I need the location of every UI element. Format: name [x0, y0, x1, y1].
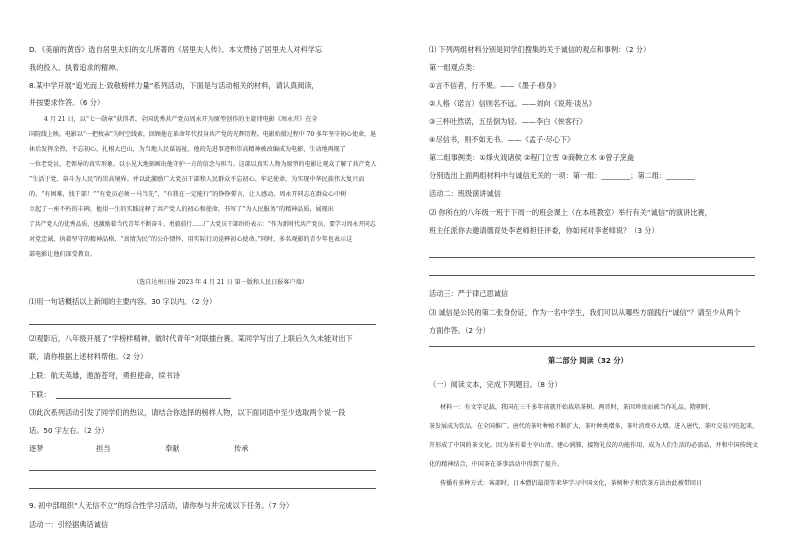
activity-2: 活动二：班级演讲诚信	[429, 189, 501, 198]
material-line: 茶发展成为饮品，在全国推广。唐代的茶叶种植不断扩大，茶叶种类增多，茶叶消费亦大增。进入唐代，茶叶交易兴旺起来，	[429, 423, 759, 430]
news-line: 的。“有困难，找干部！”“有党员必须一马当先”，“有我在一定能行”的铮铮誓言，让人感动。周永开同志在群众心中树	[29, 191, 347, 198]
fill-blank-line: 分别选出上面两组材料中与诚信无关的一项：第一组：________；第二组：________	[429, 171, 695, 180]
material-line: 材料一：有文字记载，我国在三千多年前就开始栽培茶树。两晋时，茶因珍贵而被当作礼品。隋朝时，	[440, 404, 715, 411]
q1-stem: ⑴ 下列两组材料分别是同学们搜集的关于诚信的观点和事例：（2 分）	[429, 45, 651, 54]
q8-1: ⑴用一句话概括以上新闻的主要内容。30 字以内。（2 分）	[29, 297, 217, 306]
q8-2-line2: 联，请你根据上述材料帮他。（2 分）	[29, 352, 148, 361]
reading-title: （一）阅读文本，完成下列题目。（8 分）	[429, 380, 562, 389]
q8-3-line1: ⑶此次系列活动引发了同学们的热议，请结合你选择的榜样人物，以下面词语中至少选取两个说一段	[29, 408, 346, 417]
material-line: 传播有多种方式：客部时，日本僧侣最澄等来华学习中国文化，茶树种子和饮茶方法由此被带回日	[440, 480, 703, 487]
option-d-line1: D．《美丽的黄昏》选自居里夫妇的女儿所著的《居里夫人传》。本文赞扬了居里夫人对科学忘	[29, 45, 323, 54]
news-line: 了共产党人的优秀品质，也激励着当代青年不断奋斗、勇毅前行……广大党员干部纷纷表示：“作为新时代共产党员，要学习周永开同志	[29, 221, 376, 228]
answer-line	[429, 275, 755, 276]
q3-line1: ⑶ 诚信是公民的第二张身份证，作为一名中学生，我们可以从哪些方面践行“诚信”？请至少从两个	[429, 308, 741, 317]
answer-line	[429, 257, 755, 258]
news-line: “生活于党、奋斗为人民”的崇高境界。并以此激励广大党员干部和人民群众不忘初心、牢记使命，为实现中华民族伟大复兴而	[29, 176, 365, 183]
q8-2-line1: ⑵观影后，八年级开展了“学榜样精神，做时代青年”对联擂台赛。某同学写出了上联后久久未能对出下	[29, 334, 353, 343]
group2-examples: 第二组事例类：①烽火戏诸侯 ②程门立雪 ③商鞅立木 ④曾子烹彘	[429, 153, 635, 162]
group1-item: ④尽信书，则不如无书。——《孟子·尽心下》	[429, 135, 575, 144]
group1-item: ①言不信者，行不果。——《墨子·修身》	[429, 81, 560, 90]
q8-3-line2: 话。50 字左右。（2 分）	[29, 426, 109, 435]
word-option: 担当	[96, 444, 111, 453]
answer-line	[29, 488, 376, 489]
activity-3: 活动三：严于律己思诚信	[429, 289, 509, 298]
q2-line1: ⑵ 你所在的八年级一班于下周一的班会课上（在本班教室）举行有关“诚信”的演讲比赛，	[429, 208, 712, 217]
q8-stem-line2: 并按要求作答。（6 分）	[29, 98, 105, 107]
answer-line	[429, 346, 755, 347]
news-line: 部电影让他们深受教育。	[29, 251, 97, 258]
option-d-line2: 我的投入、执着追求的精神。	[29, 63, 123, 72]
answer-line	[29, 324, 376, 325]
material-line: 开形成了中国的茶文化。因为茶有着主宰山清、建心润肺、接物礼仪的功能作用，成为人们生活的必需品，并和中国传统文	[429, 442, 759, 449]
word-option: 奉献	[165, 444, 180, 453]
couplet-upper: 上联：航天英雄，遨游苍穹，勇担使命，续书诗	[29, 371, 180, 380]
answer-line	[29, 470, 376, 471]
couplet-lower: 下联：	[29, 390, 51, 399]
word-option: 逐梦	[29, 444, 44, 453]
group1-title: 第一组观点类：	[429, 63, 480, 72]
news-line: 4 月 21 日，以“七一勋章”获得者、全国优秀共产党员周永开为原型创作的主旋律电影《周永开》在全	[44, 116, 318, 123]
word-option: 传承	[234, 444, 249, 453]
group1-item: ②人格（诺言）信则名不远。——刘向《说苑·谈丛》	[429, 99, 596, 108]
activity-1: 活动一：引经据典话诚信	[29, 520, 109, 529]
material-line: 化的精神结合，中国茶在茶事活动中得到了提升。	[429, 461, 564, 468]
q9-stem: 9. 初中部组织“人无信不立”的综合性学习活动，请你参与并完成以下任务。（7 分）	[29, 501, 294, 510]
news-line: 对党忠诚、执着坚守的精神品格，“真情为民”的公仆情怀，用实际行动诠释初心使命。”同时，多名观影的青少年也表示这	[29, 236, 353, 243]
q2-line2: 班主任派你去邀请德育处李老师担任评委，你如何对李老师说？（3 分）	[429, 226, 659, 235]
answer-line	[56, 398, 231, 399]
part2-heading: 第二部分 阅读（32 分）	[548, 356, 628, 365]
q3-line2: 方面作答。（2 分）	[429, 326, 490, 335]
q8-stem-line1: 8.某中学开展“追光而上·致敬榜样力量”系列活动，下面是与活动相关的材料，请认真阅读，	[29, 81, 319, 90]
news-line: 国院线上映。电影以“一把枚亲”为时空线索，回顾他在革命年代投身共产党的光辉历程。电影拍摄过程中 70 多年坚守初心使命，退	[29, 131, 377, 138]
group1-item: ③三杯吐然诺，五岳倒为轻。——李白《侠客行》	[429, 117, 587, 126]
news-line: 休后发挥余热，不忘初心，扎根大巴山，为当地人民谋福祉。他的先进事迹和崇高精神被改编成为电影，生动地再现了	[29, 146, 346, 153]
news-line: 立起了一座不朽的丰碑，他用一生的实践诠释了共产党人的初心和使命，书写了“为人民服务”的精神品质，展现出	[29, 206, 334, 213]
news-line: 一位老党员、老领导的真实形象。以小见大地刻画出他守护一方的信念与担当。这部以真实人物为原型的电影让观众了解了共产党人	[29, 161, 377, 168]
news-source: （选自达州日报 2023 年 4 月 21 日 第一版和人民日报客户端）	[133, 279, 308, 286]
